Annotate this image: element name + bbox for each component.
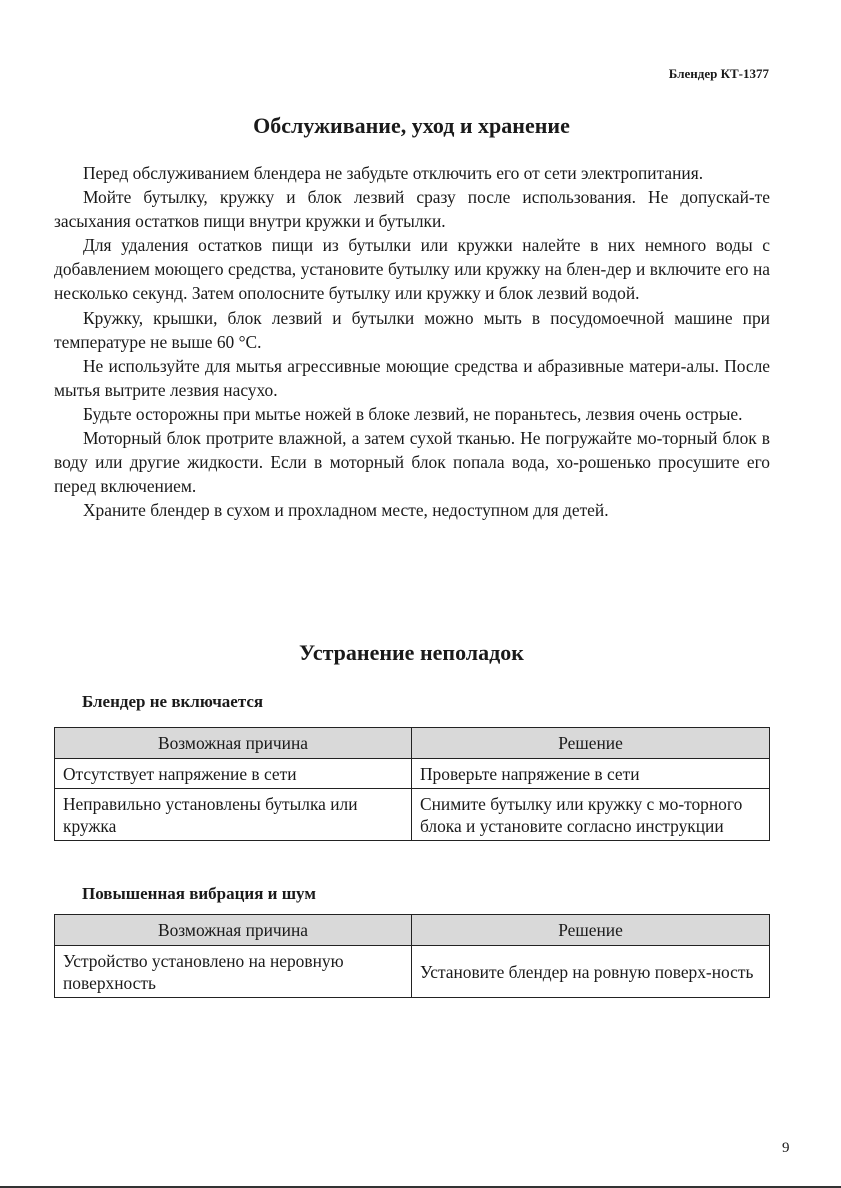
table-subtitle-vibration: Повышенная вибрация и шум <box>82 884 316 903</box>
column-header-solution: Решение <box>412 915 770 946</box>
table-row <box>55 759 770 789</box>
column-header-cause: Возможная причина <box>55 728 412 759</box>
solution-cell: Установите блендер на ровную поверх-ность <box>412 946 770 998</box>
cause-cell: Неправильно установлены бутылка или кружка <box>55 789 412 841</box>
table-header-row <box>55 915 770 946</box>
paragraph: Перед обслуживанием блендера не забудьте отключить его от сети электропитания. <box>83 163 704 183</box>
paragraph: Храните блендер в сухом и прохладном месте, недоступном для детей. <box>83 500 609 521</box>
section-title-troubleshooting: Устранение неполадок <box>299 640 524 665</box>
running-header: Блендер КТ-1377 <box>668 66 769 81</box>
maintenance-text <box>54 161 770 522</box>
cause-cell: Отсутствует напряжение в сети <box>55 759 412 789</box>
paragraph: Кружку, крышки, блок лезвий и бутылки можно мыть в посудомоечной машине при температуре не выше 60 °С. <box>54 307 770 352</box>
paragraph: Мойте бутылку, кружку и блок лезвий сразу после использования. Не допускай-те засыхания остатков пищи внутри кружки и бутылки. <box>54 187 770 232</box>
troubleshooting-table-vibration <box>54 914 770 998</box>
column-header-cause: Возможная причина <box>55 915 412 946</box>
cause-cell: Устройство установлено на неровную поверхность <box>55 946 412 998</box>
column-header-solution: Решение <box>412 728 770 759</box>
table-subtitle-no-power: Блендер не включается <box>82 692 264 711</box>
table-row <box>55 946 770 998</box>
page-number: 9 <box>782 1140 790 1156</box>
table-row <box>55 789 770 841</box>
troubleshooting-table-no-power <box>54 727 770 841</box>
section-title-maintenance: Обслуживание, уход и хранение <box>253 113 570 138</box>
solution-cell: Проверьте напряжение в сети <box>412 759 770 789</box>
solution-cell: Снимите бутылку или кружку с мо-торного блока и установите согласно инструкции <box>412 789 770 841</box>
paragraph: Моторный блок протрите влажной, а затем сухой тканью. Не погружайте мо-торный блок в воду или другие жидкости. Если в моторный блок попала вода, хо-рошенько просушите его перед включением. <box>54 428 770 497</box>
paragraph: Для удаления остатков пищи из бутылки или кружки налейте в них немного воды с добавлением моющего средства, установите бутылку или кружку на блен-дер и включите его на несколько секунд. Затем ополосните бутылку или кружку и блок лезвий водой. <box>54 235 770 304</box>
table-header-row <box>55 728 770 759</box>
paragraph: Будьте осторожны при мытье ножей в блоке лезвий, не пораньтесь, лезвия очень острые. <box>83 403 743 424</box>
paragraph: Не используйте для мытья агрессивные моющие средства и абразивные матери-алы. После мытья вытрите лезвия насухо. <box>54 355 770 400</box>
